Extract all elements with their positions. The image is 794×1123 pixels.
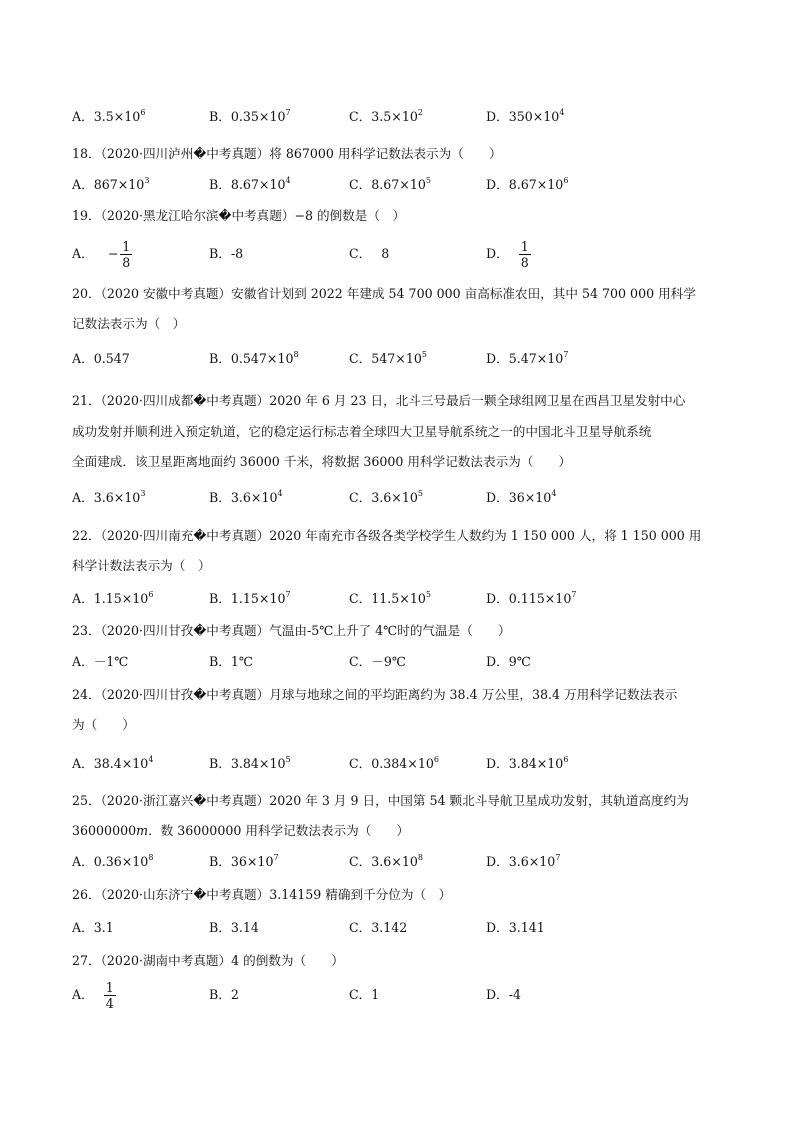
q20-option-c: C．$547\times 10^5$ (349, 349, 427, 366)
q23-option-c: C．－9℃ (349, 654, 406, 669)
q18-stem: 18．（2020·四川泸州�中考真题）将 867000 用科学记数法表示为（ ） (72, 146, 502, 161)
q20-option-d: D．$5.47\times 10^7$ (486, 349, 569, 366)
q17-option-d: D．$350\times 10^4$ (486, 107, 565, 124)
q22-option-d: D．$0.115\times 10^7$ (486, 589, 577, 606)
q26-option-b: B．3.14 (209, 920, 259, 935)
q19-stem: 19．（2020·黑龙江哈尔滨�中考真题）−8 的倒数是（ ） (72, 208, 406, 223)
q21-option-b: B．$3.6\times 10^4$ (209, 488, 283, 505)
q19-option-a: A． − $\frac{1}{8}$ (72, 239, 131, 270)
q25-stem-line1: 25．（2020·浙江嘉兴�中考真题）2020 年 3 月 9 日，中国第 54 颗北斗导航卫星成功发射，其轨道高度约为 (72, 793, 689, 808)
q19-a-fraction: $\frac{1}{8}$ (122, 239, 131, 270)
q22-option-b: B．$1.15\times 10^7$ (209, 589, 291, 606)
q21-option-d: D．$36\times 10^4$ (486, 488, 557, 505)
q24-stem-line2: 为（ ） (72, 717, 135, 732)
q27-option-a: A． $\frac{1}{4}$ (72, 980, 114, 1011)
q22-stem-line2: 科学计数法表示为（ ） (72, 558, 211, 573)
q25-option-c: C．$3.6\times 10^8$ (349, 852, 423, 869)
q27-option-d: D．-4 (486, 987, 521, 1002)
q21-stem-line1: 21．（2020·四川成都�中考真题）2020 年 6 月 23 日，北斗三号最后一颗全球组网卫星在西昌卫星发射中心 (72, 393, 686, 408)
q21-stem-line3: 全面建成．该卫星距离地面约 36000 千米，将数据 36000 用科学记数法表示为（ ） (72, 454, 572, 469)
q26-option-a: A．3.1 (72, 920, 114, 935)
q18-option-d: D．$8.67\times 10^6$ (486, 175, 569, 192)
q27-stem: 27．（2020·湖南中考真题）4 的倒数为（ ） (72, 953, 344, 968)
q20-stem-line1: 20．（2020 安徽中考真题）安徽省计划到 2022 年建成 54 700 000 亩高标准农田，其中 54 700 000 用科学 (72, 286, 696, 301)
q20-option-a: A．0.547 (72, 351, 130, 366)
q17-option-c: C．$3.5\times 10^2$ (349, 107, 423, 124)
q19-option-d: D． $\frac{1}{8}$ (486, 239, 529, 270)
q17-option-a: A．$3.5\times 10^6$ (72, 107, 146, 124)
q25-option-a: A．$0.36\times 10^8$ (72, 852, 154, 869)
q26-option-c: C．3.142 (349, 920, 408, 935)
q19-d-fraction: $\frac{1}{8}$ (520, 239, 529, 270)
q20-option-b: B．$0.547\times 10^8$ (209, 349, 299, 366)
q21-option-a: A．$3.6\times 10^3$ (72, 488, 146, 505)
q18-option-b: B．$8.67\times 10^4$ (209, 175, 291, 192)
q23-option-a: A．－1℃ (72, 654, 129, 669)
q23-stem: 23．（2020·四川甘孜�中考真题）气温由-5℃上升了 4℃时的气温是（ ） (72, 623, 511, 638)
q19-option-c: C． 8 (349, 246, 390, 261)
q22-option-a: A．$1.15\times 10^6$ (72, 589, 154, 606)
q22-option-c: C．$11.5\times 10^5$ (349, 589, 431, 606)
q26-stem: 26．（2020·山东济宁�中考真题）3.14159 精确到千分位为（ ） (72, 887, 452, 902)
q27-a-fraction: $\frac{1}{4}$ (105, 980, 114, 1011)
q24-option-a: A．$38.4\times 10^4$ (72, 754, 154, 771)
q21-stem-line2: 成功发射并顺利进入预定轨道，它的稳定运行标志着全球四大卫星导航系统之一的中国北斗卫星导航系统 (72, 424, 652, 439)
q24-option-d: D．$3.84\times 10^6$ (486, 754, 569, 771)
q25-option-b: B．$36\times 10^7$ (209, 852, 279, 869)
q18-option-c: C．$8.67\times 10^5$ (349, 175, 431, 192)
q24-option-b: B．$3.84\times 10^5$ (209, 754, 291, 771)
q26-option-d: D．3.141 (486, 920, 545, 935)
q23-option-d: D．9℃ (486, 654, 531, 669)
q22-stem-line1: 22．（2020·四川南充�中考真题）2020 年南充市各级各类学校学生人数约为 1 150 000 人，将 1 150 000 用 (72, 528, 702, 543)
q25-option-d: D．$3.6\times 10^7$ (486, 852, 561, 869)
q21-option-c: C．$3.6\times 10^5$ (349, 488, 423, 505)
q19-option-b: B．-8 (209, 246, 244, 261)
q20-stem-line2: 记数法表示为（ ） (72, 316, 186, 331)
q23-option-b: B．1℃ (209, 654, 253, 669)
q24-stem-line1: 24．（2020·四川甘孜�中考真题）月球与地球之间的平均距离约为 38.4 万公里，38.4 万用科学记数法表示 (72, 687, 678, 702)
q18-option-a: A．$867\times 10^3$ (72, 175, 150, 192)
q25-stem-line2: 36000000m．数 36000000 用科学记数法表示为（ ） (72, 823, 410, 838)
q27-option-c: C．1 (349, 987, 380, 1002)
q27-option-b: B．2 (209, 987, 239, 1002)
q24-option-c: C．$0.384\times 10^6$ (349, 754, 439, 771)
q17-option-b: B．$0.35\times 10^7$ (209, 107, 291, 124)
